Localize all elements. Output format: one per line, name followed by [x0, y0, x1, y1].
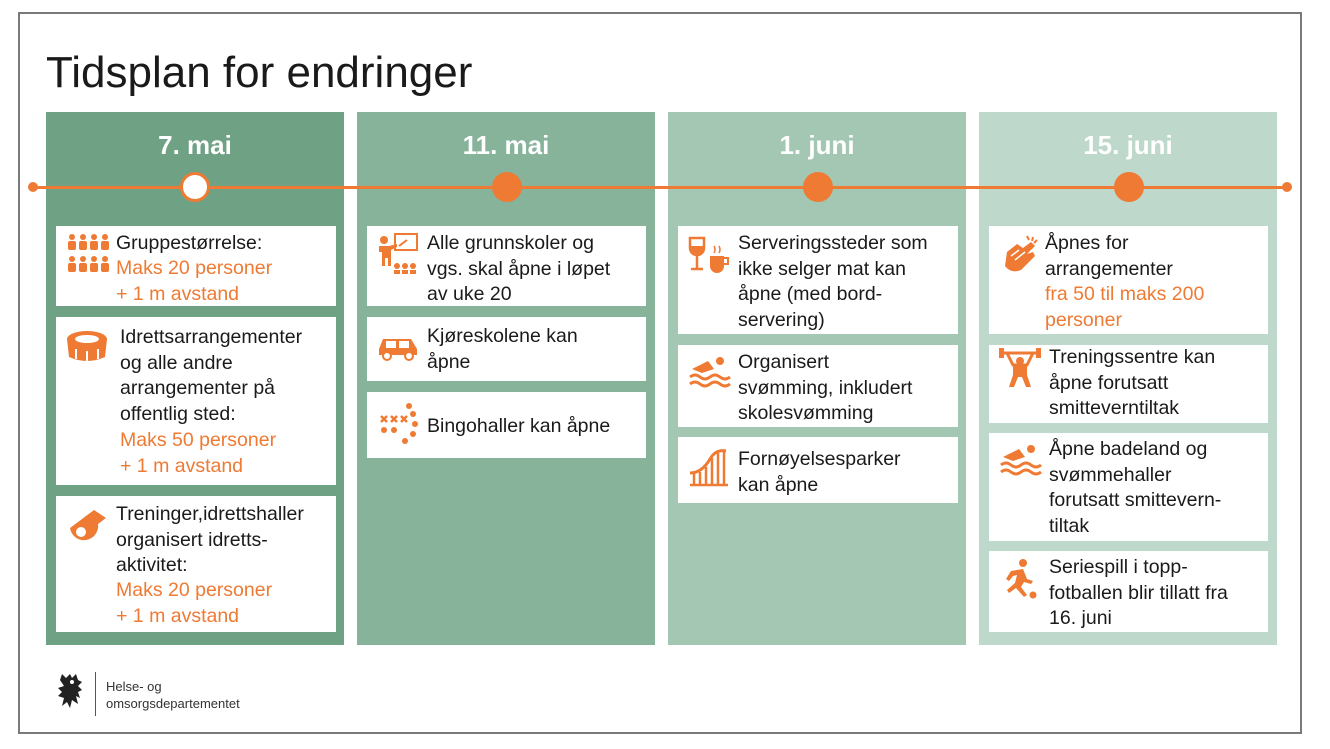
card-text: Organisert svømming, inkludert skolesvømming — [738, 351, 913, 424]
card-events-200 — [989, 226, 1268, 334]
rollercoaster-icon — [686, 445, 732, 491]
card-text: Åpnes for arrangementer — [1045, 232, 1173, 280]
car-icon — [375, 323, 421, 369]
card-amusement-parks — [678, 437, 958, 503]
whistle-icon — [64, 502, 110, 548]
card-text: Gruppestørrelse: — [116, 232, 263, 254]
column-date: 7. mai — [158, 130, 232, 160]
timeline-start-dot — [28, 182, 38, 192]
card-text: Idrettsarrangementer og alle andre arrangementer på offentlig sted: — [120, 326, 303, 425]
card-swimming — [678, 345, 958, 427]
bingo-icon — [375, 402, 421, 448]
swimmer-icon — [997, 437, 1043, 483]
column-date: 1. juni — [779, 130, 855, 160]
card-text: Bingohaller kan åpne — [427, 415, 611, 437]
teacher-board-icon — [375, 232, 421, 278]
wine-coffee-icon — [686, 234, 732, 280]
clapping-hands-icon — [997, 234, 1043, 280]
card-football — [989, 551, 1268, 632]
weightlifter-icon — [997, 347, 1043, 393]
card-restaurants — [678, 226, 958, 334]
timeline-marker — [492, 172, 522, 202]
card-sports-events — [56, 317, 336, 485]
card-highlight: Maks 20 personer + 1 m avstand — [116, 579, 273, 627]
card-highlight: Maks 50 personer + 1 m avstand — [120, 429, 277, 477]
card-training — [56, 496, 336, 632]
column-date: 15. juni — [1083, 130, 1173, 160]
card-highlight: Maks 20 personer + 1 m avstand — [116, 257, 273, 305]
card-text: Treningssentre kan åpne forutsatt smitteverntiltak — [1049, 346, 1216, 419]
timeline-marker — [803, 172, 833, 202]
timeline-line — [33, 186, 1287, 189]
card-schools — [367, 226, 646, 306]
stadium-icon — [64, 325, 110, 371]
page-title: Tidsplan for endringer — [46, 48, 473, 97]
card-text: Treninger,idrettshaller organisert idretts- aktivitet: — [116, 503, 304, 576]
card-driving-schools — [367, 317, 646, 381]
card-text: Fornøyelsesparker kan åpne — [738, 448, 901, 496]
card-text: Alle grunnskoler og vgs. skal åpne i løpet av uke 20 — [427, 232, 611, 305]
card-group-size — [56, 226, 336, 306]
coat-of-arms-lion-icon — [56, 672, 86, 715]
timeline-marker-current — [180, 172, 210, 202]
card-highlight: fra 50 til maks 200 personer — [1045, 283, 1205, 331]
card-text: Åpne badeland og svømmehaller forutsatt smittevern- tiltak — [1049, 438, 1222, 537]
swimmer-icon — [686, 349, 732, 395]
column-date: 11. mai — [462, 130, 550, 160]
card-gyms — [989, 345, 1268, 423]
timeline-end-dot — [1282, 182, 1292, 192]
card-text: Seriespill i topp- fotballen blir tillatt fra 16. juni — [1049, 556, 1228, 629]
card-bingo — [367, 392, 646, 458]
footer-divider — [95, 672, 96, 716]
group-people-icon — [64, 232, 110, 278]
timeline-marker — [1114, 172, 1144, 202]
card-water-parks — [989, 433, 1268, 541]
card-text: Serveringssteder som ikke selger mat kan åpne (med bord- servering) — [738, 232, 928, 331]
card-text: Kjøreskolene kan åpne — [427, 325, 578, 373]
department-name: Helse- og omsorgsdepartementet — [106, 679, 240, 711]
football-player-icon — [997, 557, 1043, 603]
